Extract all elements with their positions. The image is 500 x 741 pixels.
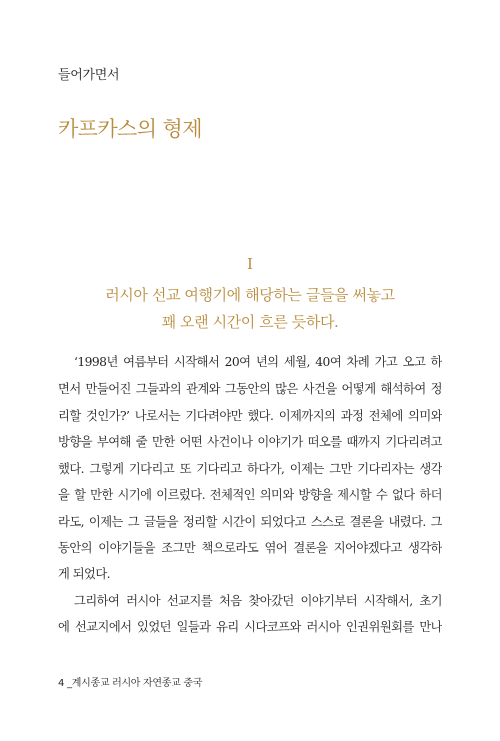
page-footer — [58, 674, 202, 689]
part-subtitle-line-2: 꽤 오랜 시간이 흐른 듯하다. — [161, 313, 339, 331]
body-line: 라도, 이제는 그 글들을 정리할 시간이 되었다고 스스로 결론을 내렸다. 그 — [58, 515, 442, 529]
body-line: 을 할 만한 시기에 이르렀다. 전체적인 의미와 방향을 제시할 수 없다 하더 — [58, 488, 442, 502]
body-line: 리할 것인가?’ 나로서는 기다려야만 했다. 이제까지의 과정 전체에 의미와 — [58, 409, 442, 423]
body-line: 에 선교지에서 있었던 일들과 유리 시다코프와 러시아 인권위원회를 만나 — [58, 620, 442, 634]
body-line: 면서 만들어진 그들과의 관계와 그동안의 많은 사건을 어떻게 해석하여 정 — [58, 382, 442, 396]
body-line: 게 되었다. — [58, 567, 111, 581]
body-line: 동안의 이야기들을 조그만 책으로라도 엮어 결론을 지어야겠다고 생각하 — [58, 541, 442, 555]
part-subtitle-line-1: 러시아 선교 여행기에 해당하는 글들을 써놓고 — [105, 286, 395, 304]
part-number: I — [247, 255, 253, 273]
body-line: 방향을 부여해 줄 만한 어떤 사건이나 이야기가 떠오를 때까지 기다리려고 — [58, 435, 442, 449]
body-line: 했다. 그렇게 기다리고 또 기다리고 하다가, 이제는 그만 기다리자는 생각 — [58, 462, 442, 476]
running-title: _계시종교 러시아 자연종교 중국 — [67, 678, 203, 689]
section-label: 들어가면서 — [58, 68, 120, 83]
body-line: ‘1998년 여름부터 시작해서 20여 년의 세월, 40여 차례 가고 오고 하 — [74, 355, 442, 369]
chapter-title: 카프카스의 형제 — [58, 117, 202, 141]
page-number: 4 — [58, 678, 65, 689]
body-line: 그리하여 러시아 선교지를 처음 찾아갔던 이야기부터 시작해서, 초기 — [74, 594, 442, 608]
